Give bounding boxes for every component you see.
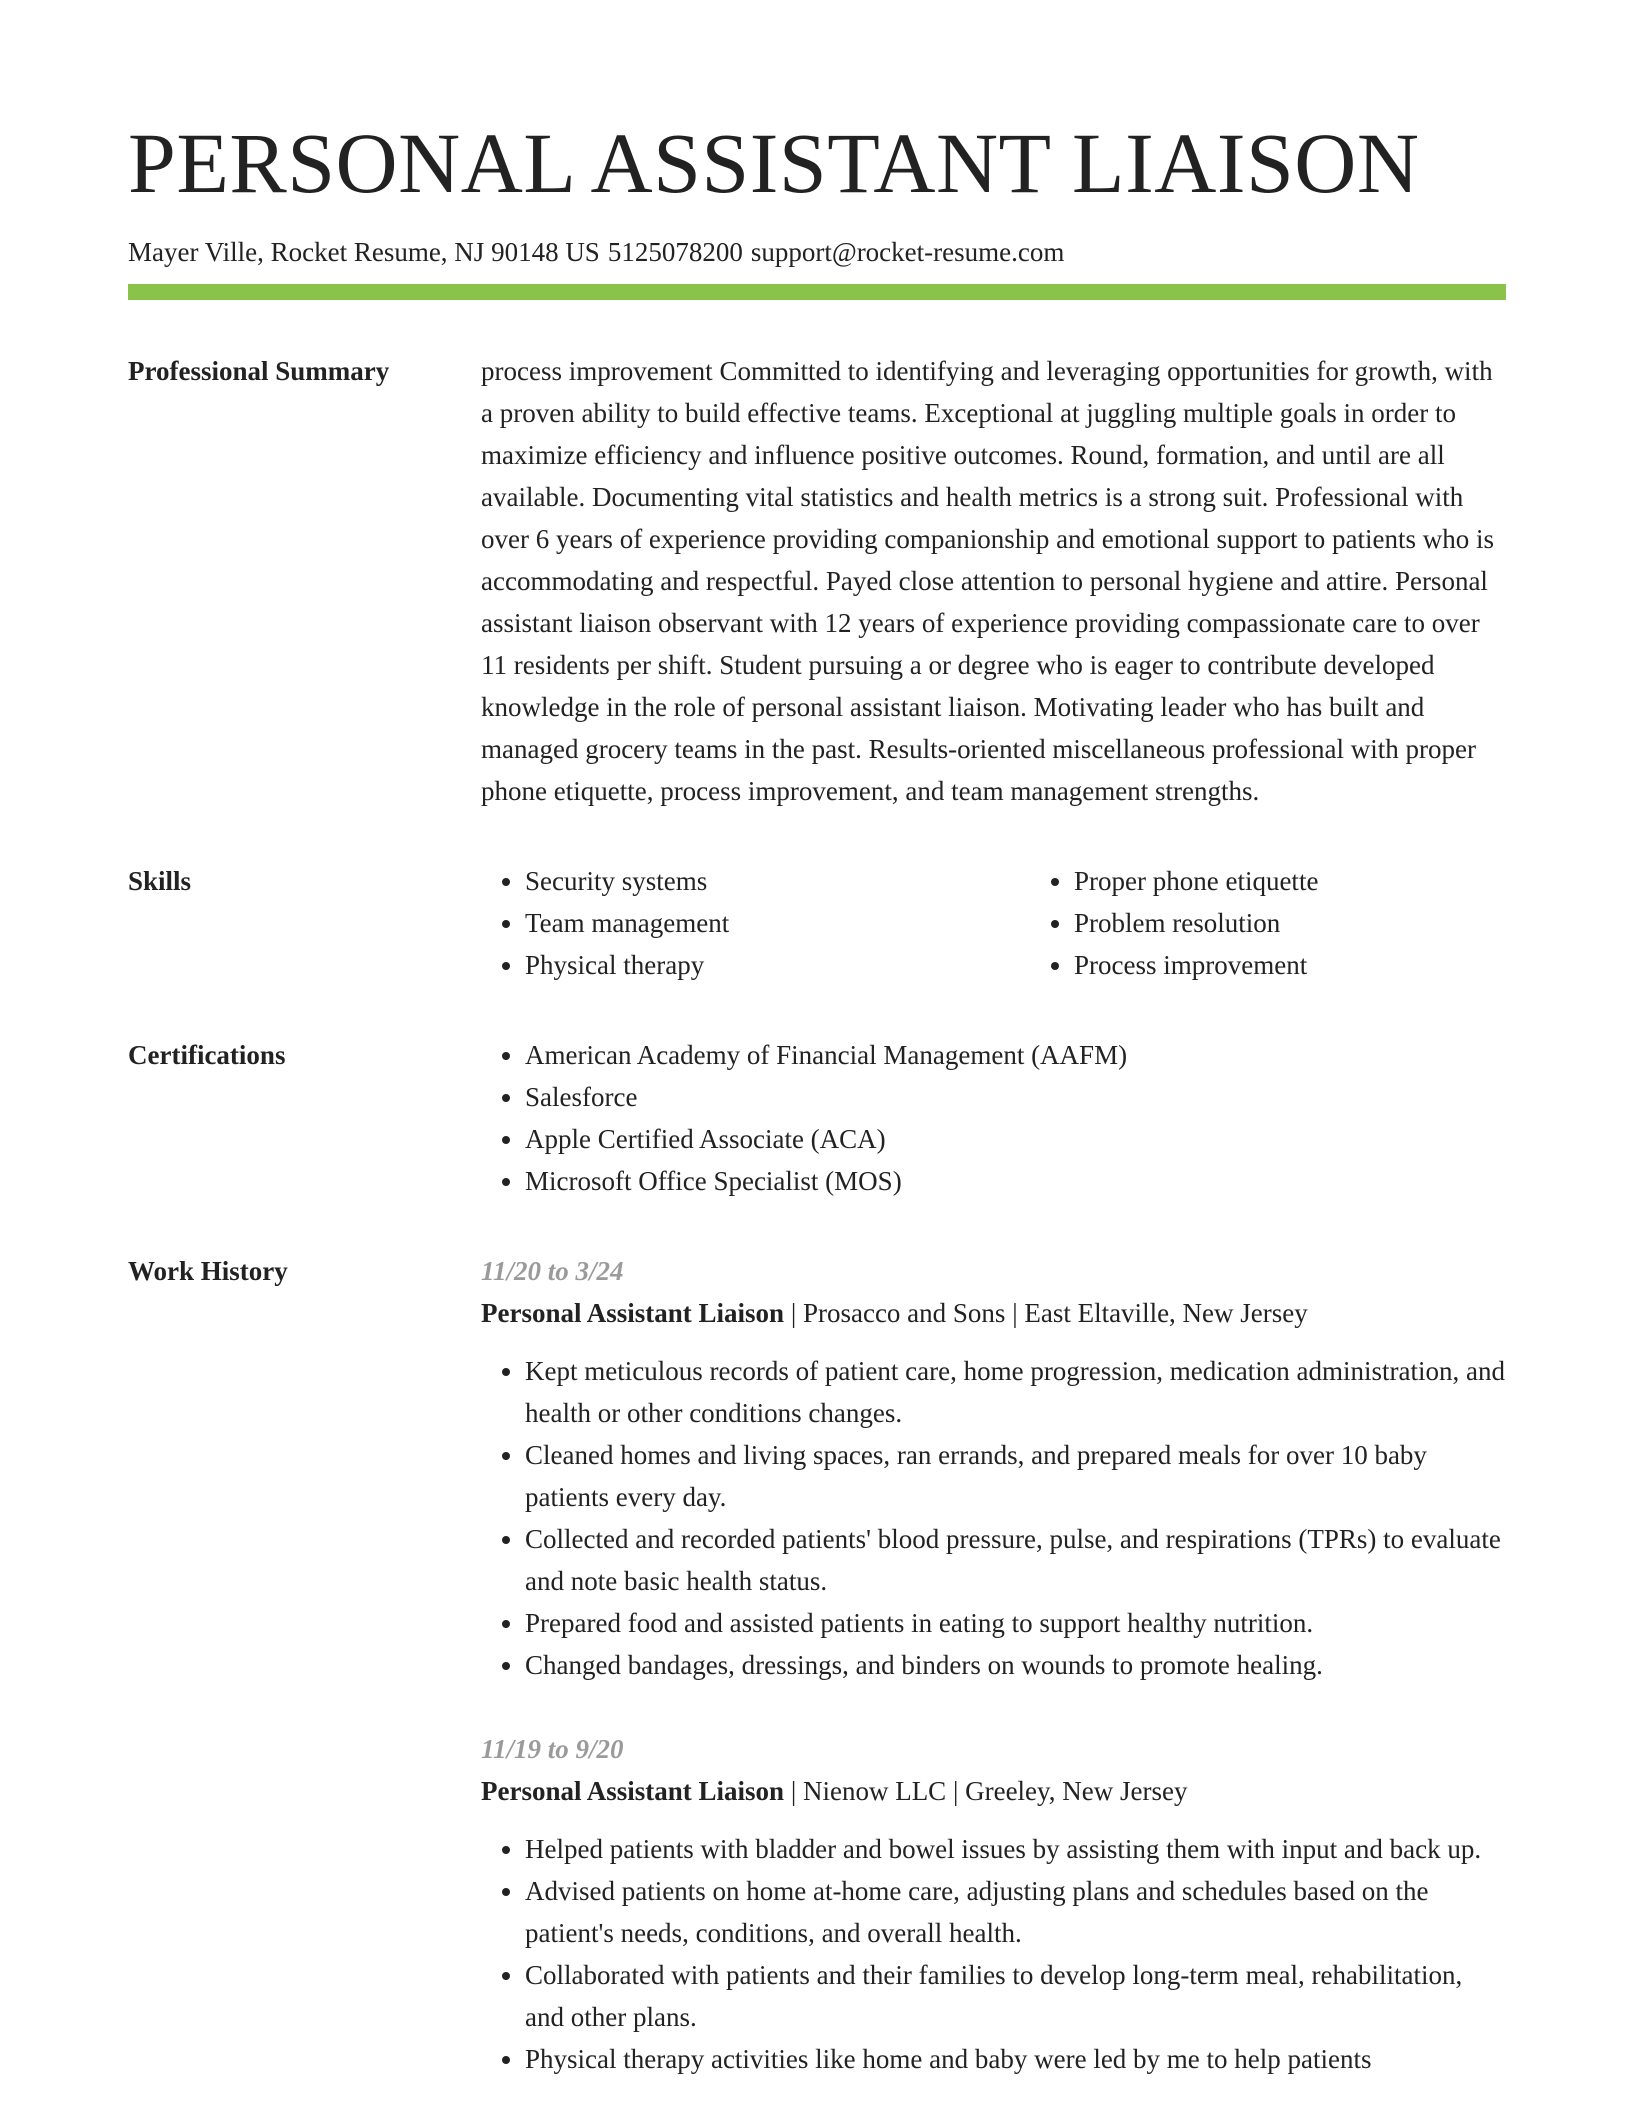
skills-section	[128, 860, 1506, 986]
job-duty: • Collected and recorded patients' blood pressure, pulse, and respirations (TPRs) to evaluate and note basic health status.	[525, 1518, 1506, 1602]
certification-item: • Apple Certified Associate (ACA)	[525, 1118, 1506, 1160]
job-duty: • Physical therapy activities like home and baby were led by me to help patients	[525, 2038, 1506, 2080]
job-duty: • Prepared food and assisted patients in eating to support healthy nutrition.	[525, 1602, 1506, 1644]
certification-item: • American Academy of Financial Management (AAFM)	[525, 1034, 1506, 1076]
header-divider	[128, 284, 1506, 300]
job-duty: • Cleaned homes and living spaces, ran errands, and prepared meals for over 10 baby patients every day.	[525, 1434, 1506, 1518]
job-entry	[481, 1250, 1506, 1686]
candidate-name: PERSONAL ASSISTANT LIAISON	[128, 115, 1420, 211]
job-duty: • Collaborated with patients and their families to develop long-term meal, rehabilitation, and other plans.	[525, 1954, 1506, 2038]
skills-list-left	[481, 860, 1030, 986]
skills-list-right	[1030, 860, 1579, 986]
certification-item: • Microsoft Office Specialist (MOS)	[525, 1160, 1506, 1202]
job-company-location: | Prosacco and Sons | East Eltaville, New Jersey	[790, 1298, 1308, 1328]
job-duties	[481, 1828, 1506, 2080]
section-label-skills: Skills	[128, 866, 192, 896]
contact-line	[128, 232, 1506, 272]
certifications-section	[128, 1034, 1506, 1202]
job-heading	[481, 1292, 1506, 1334]
email: support@rocket-resume.com	[750, 237, 1065, 267]
skill-item: • Process improvement	[1074, 944, 1579, 986]
address: Mayer Ville, Rocket Resume, NJ 90148 US	[128, 237, 600, 267]
resume-page	[128, 115, 1506, 2122]
job-title: Personal Assistant Liaison	[481, 1298, 785, 1328]
skill-item: • Security systems	[525, 860, 1030, 902]
certifications-list	[481, 1034, 1506, 1202]
job-duty: • Changed bandages, dressings, and binders on wounds to promote healing.	[525, 1644, 1506, 1686]
job-company-location: | Nienow LLC | Greeley, New Jersey	[790, 1776, 1188, 1806]
skill-item: • Proper phone etiquette	[1074, 860, 1579, 902]
section-label-certifications: Certifications	[128, 1040, 286, 1070]
summary-text: process improvement Committed to identifying and leveraging opportunities for growth, with a proven ability to build effective teams. Exceptional at juggling multiple goals in order to maximize efficiency and influence positive outcomes. Round, formation, and until are all available. Documenting vital statistics and health metrics is a strong suit. Professional with over 6 years of experience providing companionship and emotional support to patients who is accommodating and respectful. Payed close attention to personal hygiene and attire. Personal assistant liaison observant with 12 years of experience providing compassionate care to over 11 residents per shift. Student pursuing a or degree who is eager to contribute developed knowledge in the role of personal assistant liaison. Motivating leader who has built and managed grocery teams in the past. Results-oriented miscellaneous professional with proper phone etiquette, process improvement, and team management strengths.	[481, 356, 1495, 806]
skill-item: • Team management	[525, 902, 1030, 944]
skill-item: • Problem resolution	[1074, 902, 1579, 944]
job-heading	[481, 1770, 1506, 1812]
certification-item: • Salesforce	[525, 1076, 1506, 1118]
phone: 5125078200	[607, 237, 743, 267]
job-duties	[481, 1350, 1506, 1686]
section-label-work-history: Work History	[128, 1256, 288, 1286]
skill-item: • Physical therapy	[525, 944, 1030, 986]
job-title: Personal Assistant Liaison	[481, 1776, 785, 1806]
work-history-section	[128, 1250, 1506, 2122]
job-dates: 11/19 to 9/20	[481, 1734, 624, 1764]
job-duty: • Helped patients with bladder and bowel issues by assisting them with input and back up.	[525, 1828, 1506, 1870]
job-duty: • Kept meticulous records of patient care, home progression, medication administration, and health or other conditions changes.	[525, 1350, 1506, 1434]
job-entry	[481, 1728, 1506, 2080]
section-label-summary: Professional Summary	[128, 356, 390, 386]
job-dates: 11/20 to 3/24	[481, 1256, 624, 1286]
summary-section	[128, 350, 1506, 812]
job-duty: • Advised patients on home at-home care, adjusting plans and schedules based on the patient's needs, conditions, and overall health.	[525, 1870, 1506, 1954]
